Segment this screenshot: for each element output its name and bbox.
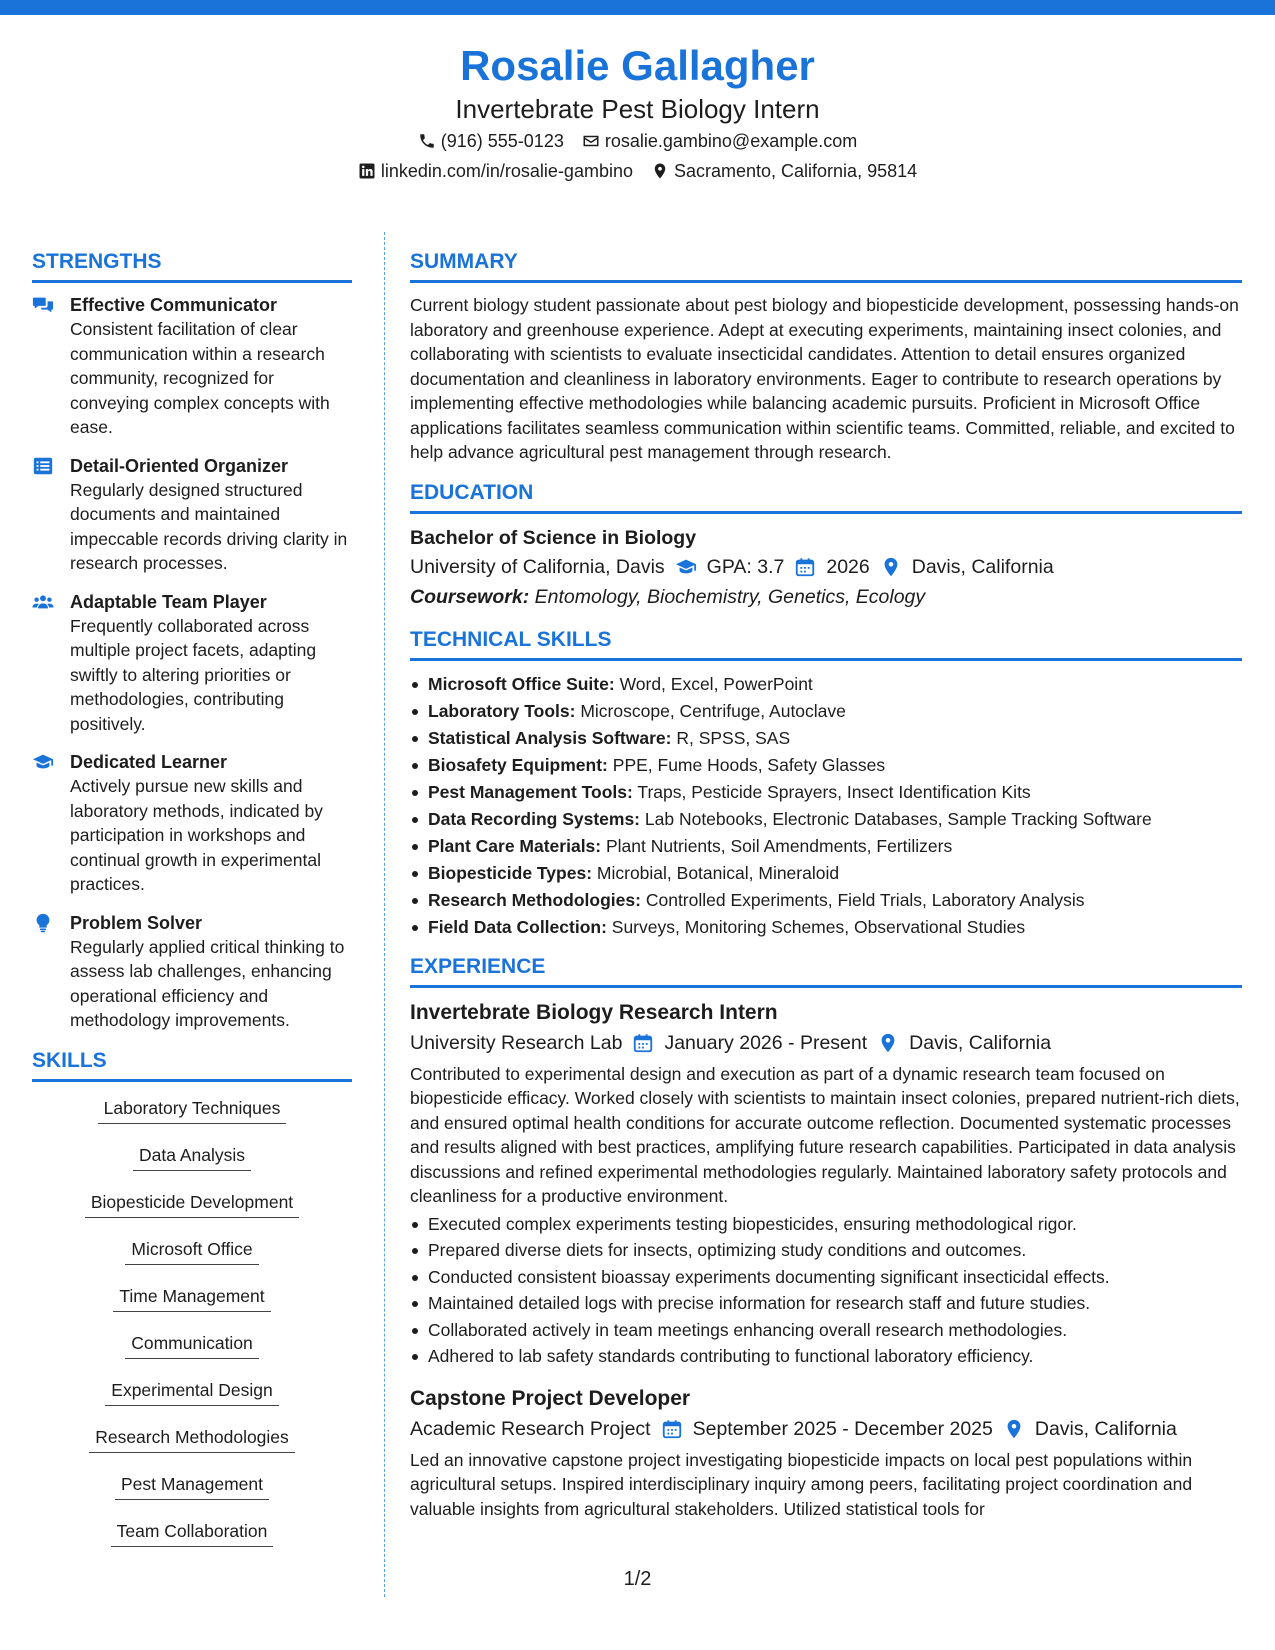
location-text: Sacramento, California, 95814: [673, 161, 918, 181]
skill-tag: Team Collaboration: [111, 1515, 274, 1547]
skill-tag: Research Methodologies: [89, 1421, 295, 1453]
skill-tag: Biopesticide Development: [85, 1186, 299, 1218]
linkedin-text: linkedin.com/in/rosalie-gambino: [380, 161, 633, 181]
job-dates: January 2026 - Present: [664, 1031, 868, 1054]
skills-heading: SKILLS: [32, 1047, 352, 1082]
list-item: Executed complex experiments testing biopesticides, ensuring methodological rigor.: [410, 1211, 1242, 1238]
list-item: [410, 914, 1242, 941]
contact-row-2: [0, 156, 1275, 186]
strength-title: Adaptable Team Player: [70, 591, 267, 612]
skill-tag: Laboratory Techniques: [98, 1092, 287, 1124]
list-item: Prepared diverse diets for insects, optimizing study conditions and outcomes.: [410, 1237, 1242, 1264]
job-meta: [410, 1414, 1242, 1444]
education-location: Davis, California: [911, 555, 1054, 578]
calendar-icon: [632, 1032, 654, 1054]
list-item: Conducted consistent bioassay experiments documenting significant insecticidal effects.: [410, 1264, 1242, 1291]
column-divider: [384, 232, 385, 1597]
list-item: [410, 779, 1242, 806]
lightbulb-icon: [32, 912, 56, 936]
tech-skill-value: Plant Nutrients, Soil Amendments, Fertilizers: [606, 835, 953, 856]
resume-header: [0, 40, 1275, 186]
tech-skill-value: Word, Excel, PowerPoint: [619, 673, 813, 694]
job-location: Davis, California: [1034, 1417, 1177, 1440]
calendar-icon: [661, 1418, 683, 1440]
tech-skill-label: Plant Care Materials:: [428, 835, 602, 856]
skills-list: [32, 1092, 352, 1562]
strength-desc: Frequently collaborated across multiple project facets, adapting swiftly to altering priorities or methodologies, contributing positively.: [70, 615, 317, 734]
comments-icon: [32, 294, 56, 318]
right-column: [410, 248, 1242, 1521]
candidate-role: Invertebrate Pest Biology Intern: [455, 94, 820, 124]
strength-title: Detail-Oriented Organizer: [70, 455, 289, 476]
job-dates: September 2025 - December 2025: [692, 1417, 993, 1440]
strength-item: [32, 454, 352, 576]
strength-title: Effective Communicator: [70, 295, 278, 315]
summary-text: Current biology student passionate about pest biology and biopesticide development, possessing hands-on laboratory and greenhouse experience. Adept at executing experiments, maintaining insect colonies, and collaborating with scientists to evaluate insecticidal candidates. Attention to detail ensures organized documentation and cleanliness in laboratory environments. Eager to contribute to research operations by implementing effective methodologies while balancing academic pursuits. Proficient in Microsoft Office applications facilitates seamless communication within scientific teams. Committed, reliable, and excited to help advance agricultural pest management through research.: [410, 295, 1239, 462]
tech-skill-value: Traps, Pesticide Sprayers, Insect Identification Kits: [637, 781, 1031, 802]
tech-skill-label: Microsoft Office Suite:: [428, 673, 615, 694]
graduation-cap-icon: [675, 556, 697, 578]
linkedin-contact: [358, 156, 633, 186]
tech-skill-label: Biosafety Equipment:: [428, 754, 608, 775]
phone-icon: [418, 132, 436, 150]
coursework-text: Entomology, Biochemistry, Genetics, Ecology: [534, 585, 926, 608]
job-description: Contributed to experimental design and execution as part of a dynamic research team focused on biopesticide efficacy. Worked closely with scientists to maintain insect colonies, prepared nutrient-rich diets, and ensured optimal health conditions for accurate outcome reflection. Documented systematic processes and results aligned with best practices, amplifying future research capabilities. Participated in data analysis discussions and refined experimental methodologies regularly. Maintained laboratory safety protocols and cleanliness for a productive environment.: [410, 1063, 1240, 1206]
skill-tag: Communication: [125, 1327, 259, 1359]
tech-skill-value: PPE, Fume Hoods, Safety Glasses: [612, 754, 886, 775]
tech-skill-value: Controlled Experiments, Field Trials, Laboratory Analysis: [645, 889, 1085, 910]
job-org: University Research Lab: [410, 1031, 623, 1054]
list-item: [410, 752, 1242, 779]
tech-skill-label: Laboratory Tools:: [428, 700, 576, 721]
education-meta: [410, 552, 1242, 582]
strength-desc: Consistent facilitation of clear communication within a research community, recognized for conveying complex concepts with ease.: [70, 319, 330, 437]
phone-contact: [418, 126, 564, 156]
list-item: Maintained detailed logs with precise information for research staff and future studies.: [410, 1290, 1242, 1317]
tech-skill-label: Field Data Collection:: [428, 916, 607, 937]
tech-skill-label: Research Methodologies:: [428, 889, 641, 910]
job-bullets: [410, 1211, 1242, 1370]
list-item: Adhered to lab safety standards contributing to functional laboratory efficiency.: [410, 1343, 1242, 1370]
location-contact: [651, 156, 917, 186]
strengths-heading: STRENGTHS: [32, 248, 352, 283]
job-meta: [410, 1028, 1242, 1058]
tech-skill-label: Statistical Analysis Software:: [428, 727, 672, 748]
list-item: [410, 725, 1242, 752]
job-org: Academic Research Project: [410, 1417, 651, 1440]
job-description: Led an innovative capstone project investigating biopesticide impacts on local pest populations within agricultural setups. Inspired interdisciplinary inquiry among peers, facilitating project coordination and valuable insights from agricultural stakeholders. Utilized statistical tools for: [410, 1449, 1193, 1519]
map-pin-icon: [877, 1032, 899, 1054]
left-column: [32, 248, 352, 1562]
gpa-text: GPA: 3.7: [706, 555, 785, 578]
degree-title: Bachelor of Science in Biology: [410, 526, 697, 549]
job-title: Invertebrate Biology Research Intern: [410, 1000, 778, 1024]
coursework: [410, 582, 1242, 612]
technical-skills-heading: TECHNICAL SKILLS: [410, 626, 1242, 661]
skill-tag: Microsoft Office: [125, 1233, 258, 1265]
phone-text: (916) 555-0123: [440, 131, 564, 151]
team-icon: [32, 591, 56, 615]
tech-skill-label: Pest Management Tools:: [428, 781, 633, 802]
list-item: [410, 698, 1242, 725]
coursework-label: Coursework:: [410, 585, 530, 608]
email-contact: [582, 126, 857, 156]
job-location: Davis, California: [909, 1031, 1052, 1054]
strength-desc: Regularly applied critical thinking to assess lab challenges, enhancing operational efficiency and methodology improvements.: [70, 936, 345, 1030]
email-text: rosalie.gambino@example.com: [604, 131, 858, 151]
education-heading: EDUCATION: [410, 479, 1242, 514]
calendar-icon: [794, 556, 816, 578]
strength-item: [32, 293, 352, 440]
experience-heading: EXPERIENCE: [410, 953, 1242, 988]
map-pin-icon: [1003, 1418, 1025, 1440]
list-item: [410, 833, 1242, 860]
strength-item: [32, 590, 352, 737]
skill-tag: Data Analysis: [133, 1139, 251, 1171]
list-item: [410, 671, 1242, 698]
tech-skill-value: Lab Notebooks, Electronic Databases, Sample Tracking Software: [644, 808, 1152, 829]
skill-tag: Time Management: [113, 1280, 270, 1312]
list-icon: [32, 455, 56, 479]
strength-title: Problem Solver: [70, 912, 203, 933]
skill-tag: Experimental Design: [105, 1374, 278, 1406]
linkedin-icon: [358, 162, 376, 180]
job-title: Capstone Project Developer: [410, 1386, 691, 1410]
tech-skill-value: Surveys, Monitoring Schemes, Observational Studies: [611, 916, 1026, 937]
graduation-cap-icon: [32, 751, 56, 775]
skill-tag: Pest Management: [115, 1468, 269, 1500]
contact-row-1: [0, 126, 1275, 156]
school-name: University of California, Davis: [410, 555, 665, 578]
strength-item: [32, 750, 352, 897]
list-item: Collaborated actively in team meetings enhancing overall research methodologies.: [410, 1317, 1242, 1344]
list-item: [410, 806, 1242, 833]
technical-skills-list: [410, 671, 1242, 941]
tech-skill-label: Biopesticide Types:: [428, 862, 593, 883]
tech-skill-value: Microbial, Botanical, Mineraloid: [596, 862, 840, 883]
top-accent-bar: [0, 0, 1275, 15]
job-entry: [410, 998, 1242, 1370]
job-entry: [410, 1384, 1242, 1522]
tech-skill-value: R, SPSS, SAS: [676, 727, 791, 748]
summary-heading: SUMMARY: [410, 248, 1242, 283]
strength-desc: Regularly designed structured documents and maintained impeccable records driving clarity in research processes.: [70, 479, 348, 573]
page-number: 1/2: [623, 1568, 652, 1590]
strength-item: [32, 911, 352, 1033]
candidate-name: Rosalie Gallagher: [460, 42, 815, 89]
strength-title: Dedicated Learner: [70, 752, 228, 772]
list-item: [410, 860, 1242, 887]
map-pin-icon: [651, 162, 669, 180]
envelope-icon: [582, 132, 600, 150]
map-pin-icon: [880, 556, 902, 578]
strength-desc: Actively pursue new skills and laboratory methods, indicated by participation in workshops and continual growth in experimental practices.: [70, 776, 323, 894]
list-item: [410, 887, 1242, 914]
tech-skill-label: Data Recording Systems:: [428, 808, 641, 829]
tech-skill-value: Microscope, Centrifuge, Autoclave: [580, 700, 846, 721]
graduation-year: 2026: [826, 555, 870, 578]
